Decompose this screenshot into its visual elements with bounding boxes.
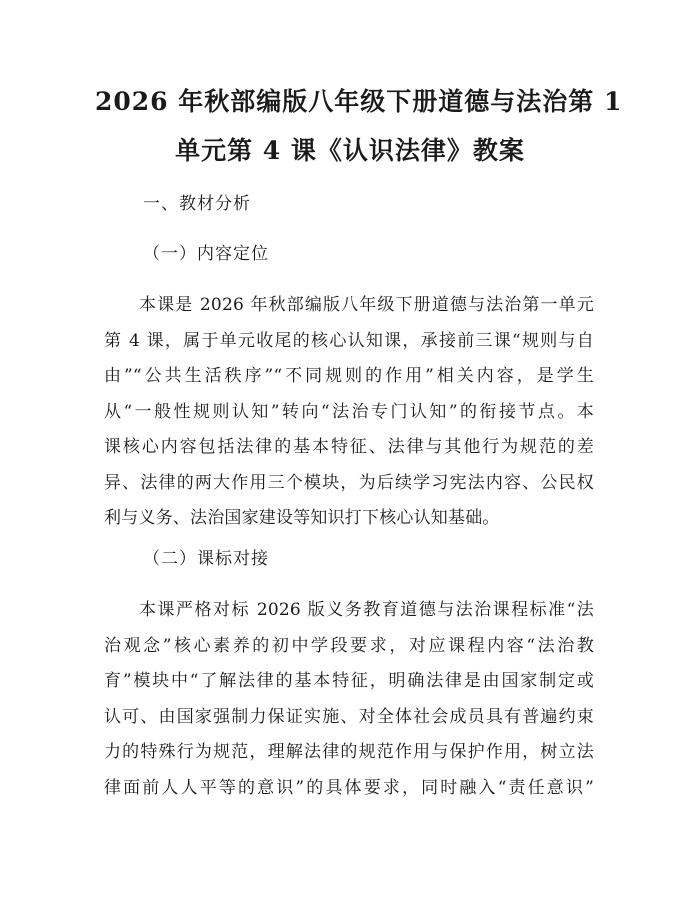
paragraph-line: 从“一般性规则认知”转向“法治专门认知”的衔接节点。本 bbox=[104, 402, 594, 422]
paragraph-line: 第 4 课，属于单元收尾的核心认知课，承接前三课“规则与自 bbox=[104, 331, 594, 351]
paragraph-line: 异、法律的两大作用三个模块，为后续学习宪法内容、公民权 bbox=[104, 473, 594, 493]
subsection-heading-curriculum-standard: （二）课标对接 bbox=[143, 549, 269, 569]
paragraph-line: 认可、由国家强制力保证实施、对全体社会成员具有普遍约束 bbox=[104, 707, 594, 727]
paragraph-line: 力的特殊行为规范，理解法律的规范作用与保护作用，树立法 bbox=[104, 742, 594, 762]
paragraph-line: 课核心内容包括法律的基本特征、法律与其他行为规范的差 bbox=[104, 437, 594, 457]
paragraph-line: 育”模块中“了解法律的基本特征，明确法律是由国家制定或 bbox=[104, 671, 594, 691]
document-title-line-1: 2026 年秋部编版八年级下册道德与法治第 1 bbox=[95, 87, 623, 116]
document-title-line-2: 单元第 4 课《认识法律》教案 bbox=[175, 136, 525, 165]
paragraph-line: 本课严格对标 2026 版义务教育道德与法治课程标准“法 bbox=[139, 600, 594, 620]
paragraph-line: 利与义务、法治国家建设等知识打下核心认知基础。 bbox=[104, 508, 500, 528]
paragraph-line: 由”“公共生活秩序”“不同规则的作用”相关内容，是学生 bbox=[104, 366, 594, 386]
paragraph-line: 律面前人人平等的意识”的具体要求，同时融入“责任意识” bbox=[104, 778, 594, 798]
paragraph-line: 本课是 2026 年秋部编版八年级下册道德与法治第一单元 bbox=[139, 295, 594, 315]
paragraph-line: 治观念”核心素养的初中学段要求，对应课程内容“法治教 bbox=[104, 636, 594, 656]
subsection-heading-content-positioning: （一）内容定位 bbox=[143, 244, 269, 264]
section-heading-textbook-analysis: 一、教材分析 bbox=[143, 194, 251, 214]
